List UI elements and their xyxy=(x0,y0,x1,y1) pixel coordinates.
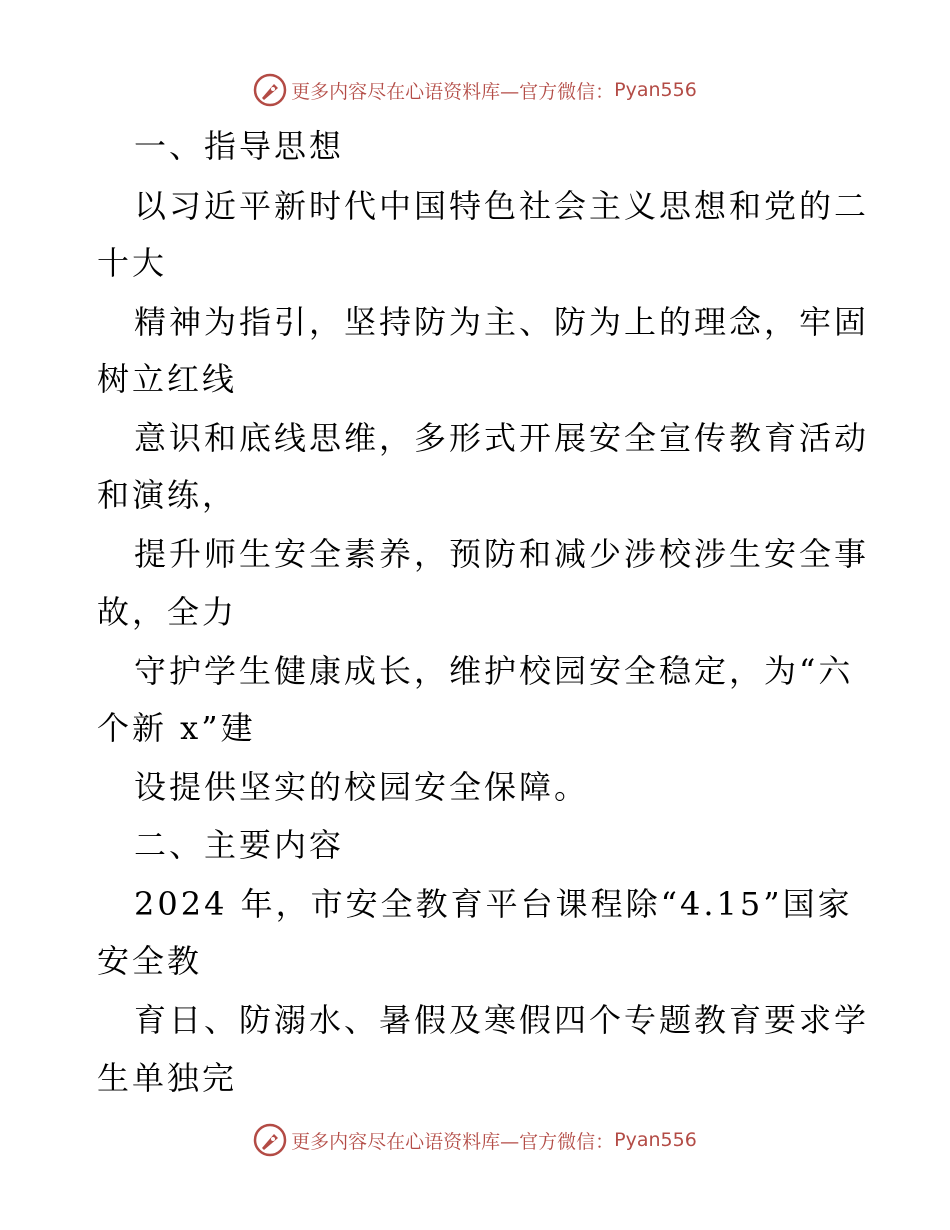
banner-wechat-id: Pyan556 xyxy=(614,79,697,101)
paragraph-line: 守护学生健康成长，维护校园安全稳定，为“六 xyxy=(134,652,854,690)
pen-nib-icon xyxy=(253,73,287,107)
paragraph-line: 树立红线 xyxy=(97,360,238,398)
pen-nib-icon xyxy=(253,1123,287,1157)
paragraph-line: 设提供坚实的校园安全保障。 xyxy=(134,768,590,806)
paragraph-line: 安全教 xyxy=(97,942,203,980)
paragraph-line: 精神为指引，坚持防为主、防为上的理念，牢固 xyxy=(134,303,870,341)
paragraph-line: 个新 x”建 xyxy=(97,709,256,747)
paragraph-line: 以习近平新时代中国特色社会主义思想和党的二 xyxy=(134,187,870,225)
paragraph-line: 十大 xyxy=(97,244,168,282)
paragraph-line: 和演练， xyxy=(97,476,238,514)
footer-banner xyxy=(0,1120,950,1160)
section-heading-2: 二、主要内容 xyxy=(134,826,345,864)
paragraph-line: 故，全力 xyxy=(97,593,238,631)
paragraph-line: 育日、防溺水、暑假及寒假四个专题教育要求学 xyxy=(134,1001,870,1039)
section-heading-1: 一、指导思想 xyxy=(134,127,345,165)
banner-site-text: 更多内容尽在心语资料库—官方微信： xyxy=(291,80,615,103)
banner-site-text: 更多内容尽在心语资料库—官方微信： xyxy=(291,1130,615,1153)
paragraph-line: 意识和底线思维，多形式开展安全宣传教育活动 xyxy=(134,419,870,457)
header-banner xyxy=(0,70,950,110)
paragraph-line: 2024 年，市安全教育平台课程除“4.15”国家 xyxy=(134,885,853,923)
paragraph-line: 生单独完 xyxy=(97,1059,238,1097)
banner-wechat-id: Pyan556 xyxy=(614,1129,697,1151)
paragraph-line: 提升师生安全素养，预防和减少涉校涉生安全事 xyxy=(134,535,870,573)
